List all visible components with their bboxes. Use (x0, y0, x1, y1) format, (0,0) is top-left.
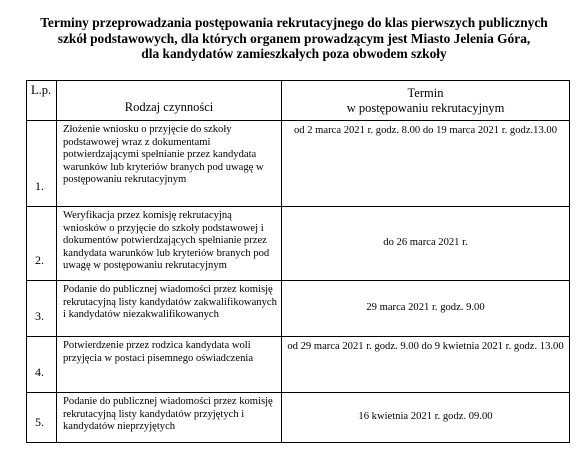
title-line-1: Terminy przeprowadzania postępowania rekrutacyjnego do klas pierwszych publicznych (40, 15, 548, 30)
row-number: 1. (27, 121, 57, 207)
row-activity: Potwierdzenie przez rodzica kandydata woli przyjęcia w postaci pisemnego oświadczenia (57, 337, 282, 393)
row-activity: Złożenie wniosku o przyjęcie do szkoły podstawowej wraz z dokumentami potwierdzającymi spełnianie przez kandydata warunków lub kryteriów branych pod uwagę w postępowaniu rekrutacyjnym (57, 121, 282, 207)
table-row (27, 121, 570, 207)
row-number: 5. (27, 393, 57, 443)
row-number: 3. (27, 281, 57, 337)
title-line-3: dla kandydatów zamieszkałych poza obwodem szkoły (141, 46, 447, 61)
row-number: 4. (27, 337, 57, 393)
schedule-table (26, 80, 570, 443)
header-lp: L.p. (27, 81, 57, 121)
row-term: od 29 marca 2021 r. godz. 9.00 do 9 kwietnia 2021 r. godz. 13.00 (282, 337, 570, 393)
row-term: 16 kwietnia 2021 r. godz. 09.00 (282, 393, 570, 443)
header-row (27, 81, 570, 121)
row-term: 29 marca 2021 r. godz. 9.00 (282, 281, 570, 337)
table-row (27, 207, 570, 281)
table-row (27, 281, 570, 337)
header-term (282, 81, 570, 121)
table-row (27, 337, 570, 393)
document-title (0, 15, 588, 62)
header-activity: Rodzaj czynności (57, 81, 282, 121)
row-term: do 26 marca 2021 r. (282, 207, 570, 281)
row-activity: Podanie do publicznej wiadomości przez komisję rekrutacyjną listy kandydatów zakwalifikowanych i kandydatów niezakwalifikowanych (57, 281, 282, 337)
header-term-line-2: w postępowaniu rekrutacyjnym (346, 100, 505, 115)
row-term: od 2 marca 2021 r. godz. 8.00 do 19 marca 2021 r. godz.13.00 (282, 121, 570, 207)
row-activity: Weryfikacja przez komisję rekrutacyjną wniosków o przyjęcie do szkoły podstawowej i dokumentów potwierdzających spełnianie przez kandydata warunków lub kryteriów branych pod uwagę w postępowaniu rekrutacyjnym (57, 207, 282, 281)
table-row (27, 393, 570, 443)
row-number: 2. (27, 207, 57, 281)
row-activity: Podanie do publicznej wiadomości przez komisję rekrutacyjną listy kandydatów przyjętych i kandydatów nieprzyjętych (57, 393, 282, 443)
title-line-2: szkół podstawowych, dla których organem prowadzącym jest Miasto Jelenia Góra, (57, 30, 531, 46)
header-term-line-1: Termin (407, 85, 444, 100)
